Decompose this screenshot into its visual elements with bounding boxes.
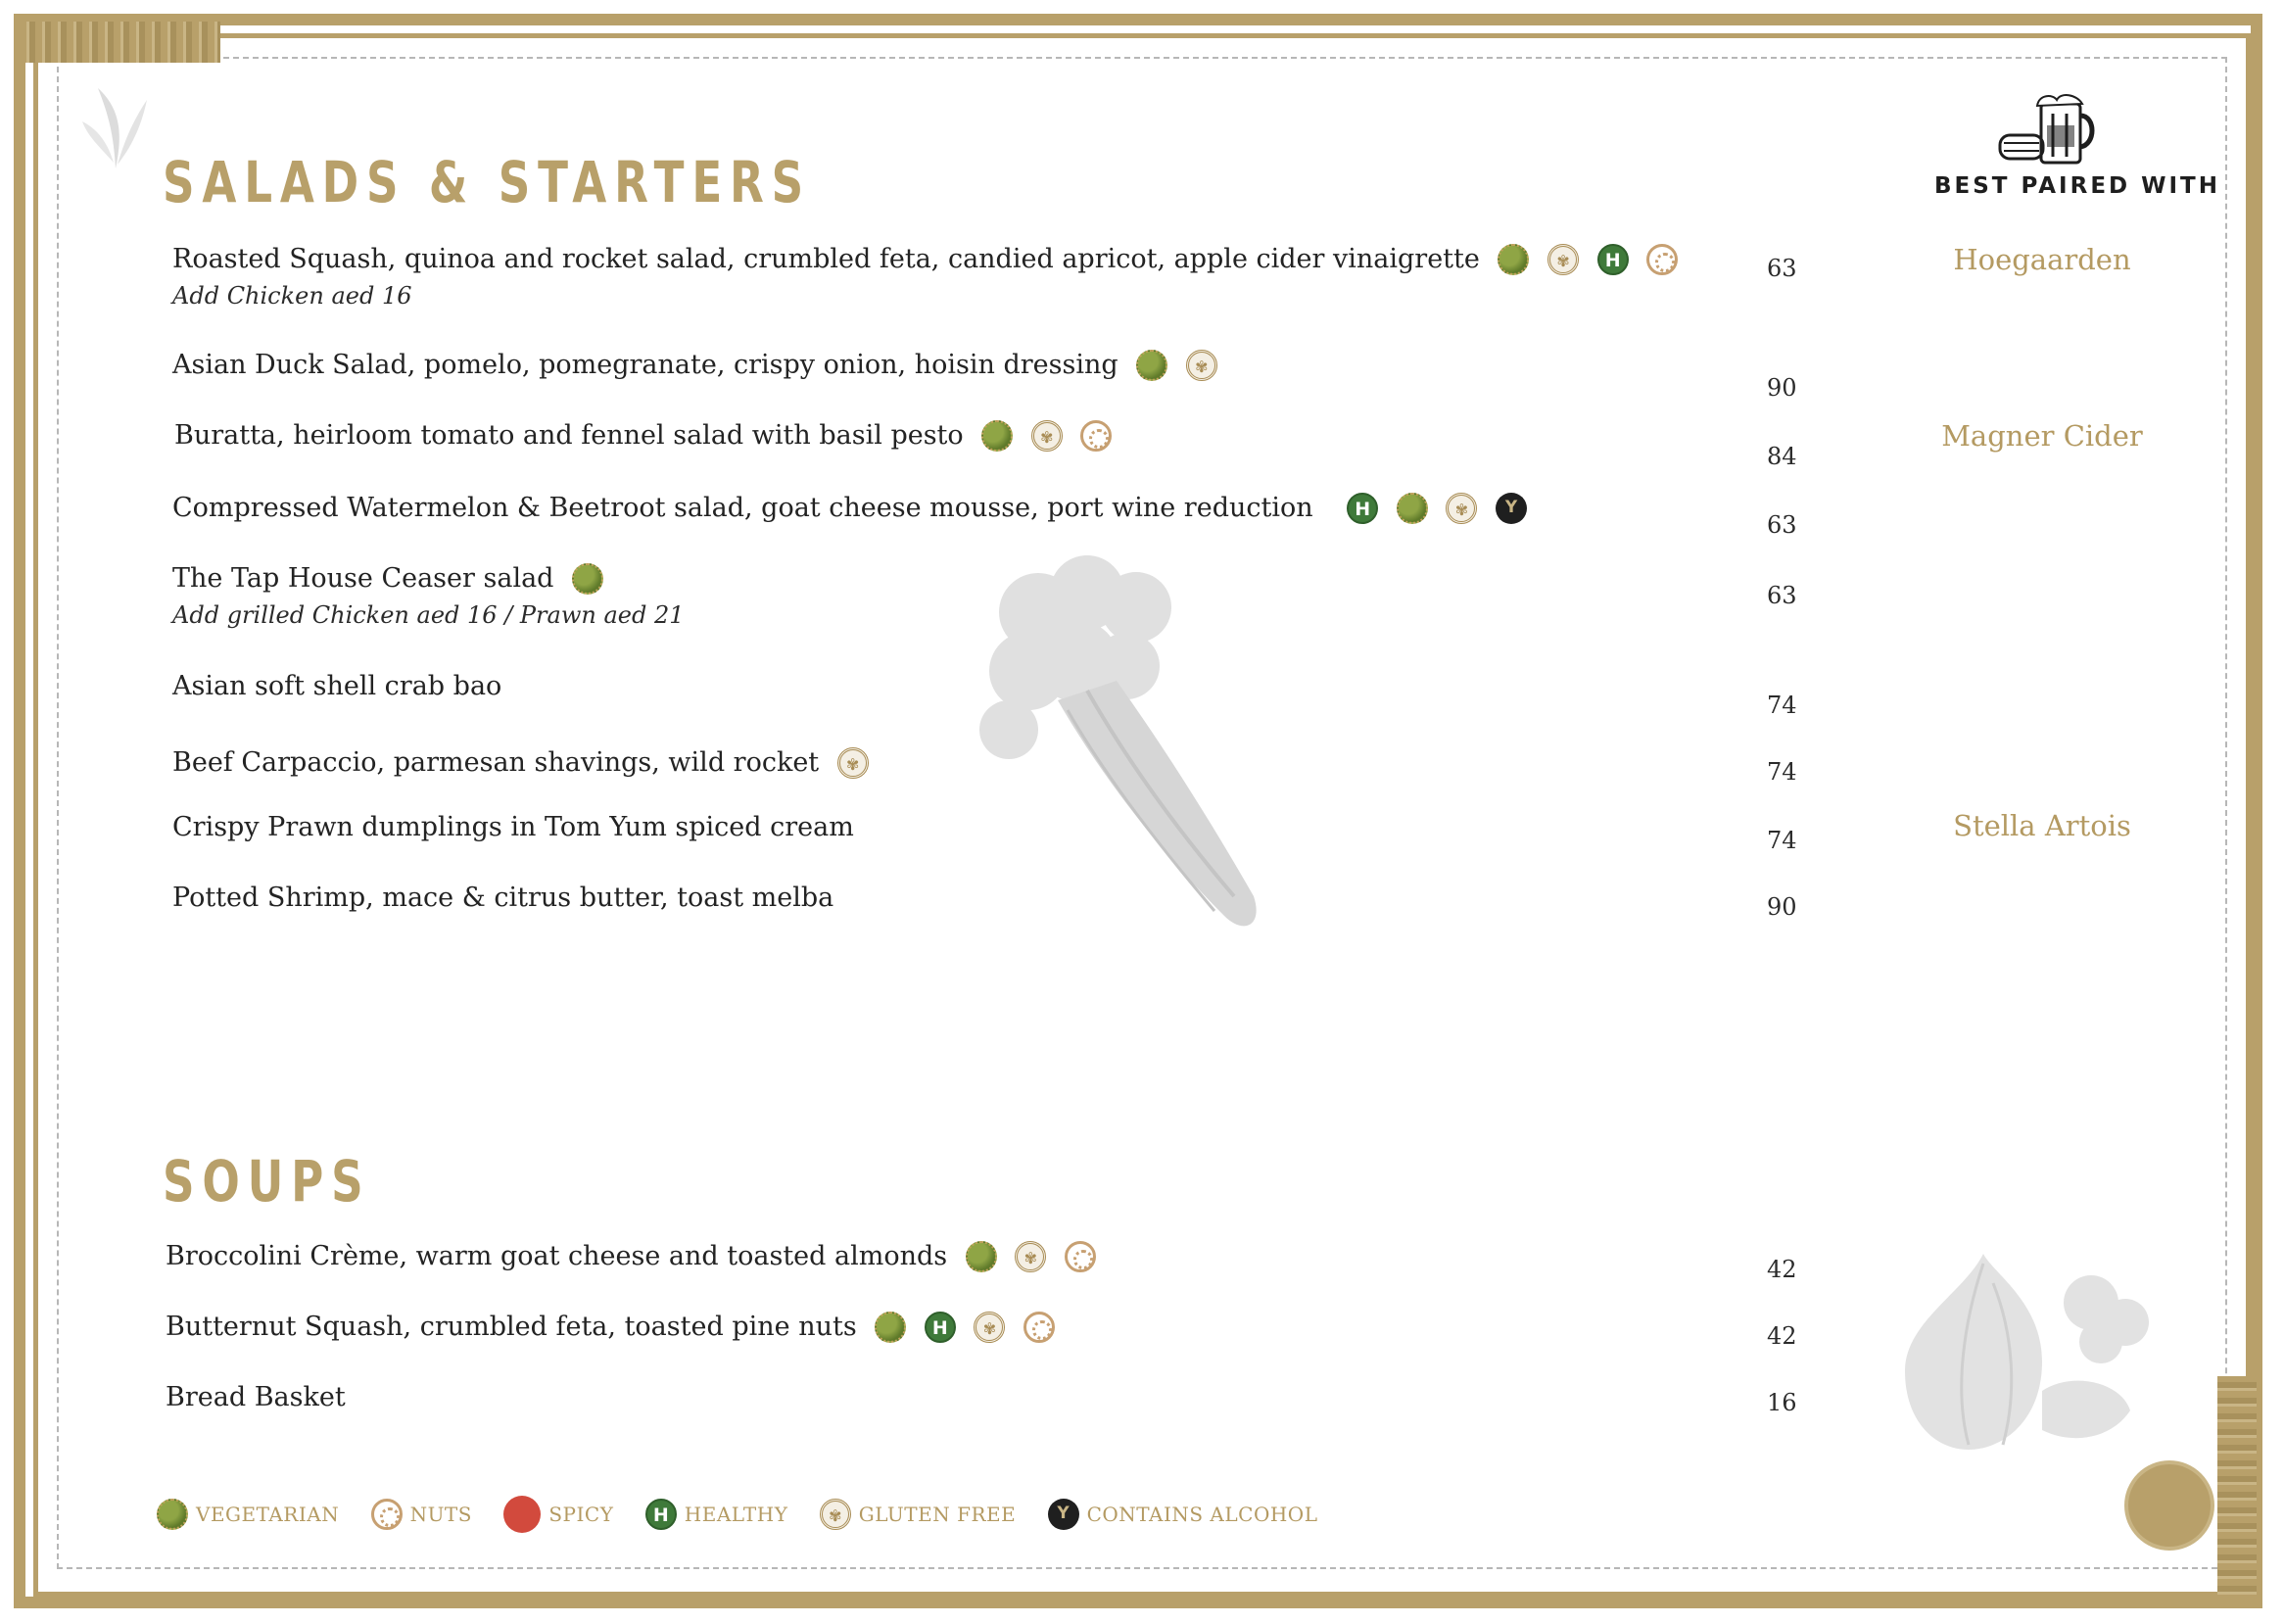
legend-item-contains-alcohol — [1048, 1499, 1318, 1530]
pairing-beer: Stella Artois — [1953, 809, 2131, 842]
menu-item-price: 74 — [1767, 827, 1797, 854]
section-title-soups: SOUPS — [163, 1148, 371, 1215]
dietary-icons — [572, 562, 613, 595]
menu-item — [166, 1240, 1106, 1272]
gluten-free-icon: ✾ — [1446, 493, 1477, 524]
vegetarian-icon — [1397, 493, 1428, 524]
nuts-icon — [1065, 1241, 1096, 1272]
vegetarian-icon — [572, 563, 603, 595]
wood-texture-decoration — [20, 22, 220, 63]
menu-item-price: 63 — [1767, 582, 1797, 609]
menu-item — [174, 419, 1121, 452]
dietary-legend — [157, 1496, 1343, 1535]
pairing-beer: Magner Cider — [1941, 419, 2143, 453]
legend-label: CONTAINS ALCOHOL — [1086, 1503, 1318, 1526]
alcohol-icon: Y — [1048, 1499, 1079, 1530]
legend-item-gluten-free — [820, 1499, 1016, 1530]
gluten-free-icon: ✾ — [1547, 244, 1579, 275]
legend-label: SPICY — [548, 1503, 614, 1526]
nuts-icon — [371, 1499, 403, 1530]
vegetarian-icon — [875, 1312, 906, 1343]
menu-item — [172, 670, 501, 701]
legend-label: HEALTHY — [684, 1503, 788, 1526]
menu-item-price: 63 — [1767, 511, 1797, 539]
gluten-free-icon: ✾ — [837, 747, 869, 779]
menu-item-addon: Add grilled Chicken aed 16 / Prawn aed 21 — [172, 601, 685, 629]
menu-item-name: Asian soft shell crab bao — [172, 671, 502, 701]
garlic-illustration — [1895, 1244, 2160, 1455]
healthy-icon: H — [925, 1312, 956, 1343]
legend-label: GLUTEN FREE — [858, 1503, 1017, 1526]
spicy-icon — [503, 1496, 541, 1533]
menu-item — [172, 349, 1227, 381]
menu-item-price: 42 — [1767, 1322, 1797, 1350]
menu-item-price: 63 — [1767, 255, 1797, 282]
dietary-icons — [981, 419, 1121, 452]
menu-item-name: Compressed Watermelon & Beetroot salad, goat cheese mousse, port wine reduction — [172, 493, 1313, 523]
menu-item-name: The Tap House Ceaser salad — [172, 563, 554, 594]
dietary-icons — [875, 1311, 1065, 1343]
nuts-icon — [1023, 1312, 1055, 1343]
legend-item-healthy — [645, 1499, 788, 1530]
section-title-salads: SALADS & STARTERS — [163, 149, 812, 215]
vegetarian-icon — [1136, 350, 1167, 381]
menu-item — [166, 1311, 1065, 1343]
vegetarian-icon — [981, 420, 1013, 452]
wood-texture-decoration — [2217, 1376, 2257, 1601]
menu-item — [172, 492, 1537, 524]
dietary-icons — [1498, 243, 1688, 275]
menu-item-price: 84 — [1767, 443, 1797, 470]
celery-illustration — [970, 553, 1293, 945]
menu-item-name: Asian Duck Salad, pomelo, pomegranate, crispy onion, hoisin dressing — [172, 350, 1118, 380]
legend-item-spicy — [503, 1496, 613, 1533]
menu-item-name: Potted Shrimp, mace & citrus butter, toast melba — [172, 883, 834, 913]
dietary-icons — [966, 1240, 1106, 1272]
gluten-free-icon: ✾ — [974, 1312, 1005, 1343]
menu-item — [172, 562, 613, 595]
healthy-icon: H — [1597, 244, 1629, 275]
gluten-free-icon: ✾ — [1186, 350, 1217, 381]
menu-item-addon: Add Chicken aed 16 — [172, 282, 412, 310]
legend-label: NUTS — [409, 1503, 472, 1526]
menu-item-price: 42 — [1767, 1256, 1797, 1283]
vegetarian-icon — [157, 1499, 188, 1530]
pairing-beer: Hoegaarden — [1953, 243, 2131, 276]
gluten-free-icon: ✾ — [1031, 420, 1063, 452]
menu-item-name: Broccolini Crème, warm goat cheese and toasted almonds — [166, 1241, 948, 1271]
menu-item-name: Buratta, heirloom tomato and fennel salad with basil pesto — [174, 420, 964, 451]
healthy-icon: H — [1347, 493, 1378, 524]
gluten-free-icon: ✾ — [1015, 1241, 1046, 1272]
menu-item-price: 90 — [1767, 374, 1797, 402]
vegetarian-icon — [966, 1241, 997, 1272]
nuts-icon — [1080, 420, 1112, 452]
menu-item-name: Beef Carpaccio, parmesan shavings, wild rocket — [172, 747, 820, 778]
healthy-icon: H — [645, 1499, 677, 1530]
menu-item — [172, 243, 1688, 275]
legend-item-nuts — [371, 1499, 472, 1530]
gluten-free-icon: ✾ — [820, 1499, 851, 1530]
menu-item-name: Crispy Prawn dumplings in Tom Yum spiced cream — [172, 812, 854, 842]
alcohol-icon: Y — [1496, 493, 1527, 524]
menu-item-name: Roasted Squash, quinoa and rocket salad, crumbled feta, candied apricot, apple cider vinaigrette — [172, 244, 1480, 274]
menu-item-name: Bread Basket — [166, 1382, 346, 1412]
gold-seal-decoration — [2128, 1464, 2211, 1547]
dietary-icons — [1136, 349, 1227, 381]
leaf-illustration — [80, 78, 151, 171]
menu-item — [166, 1381, 346, 1412]
best-paired-with-heading: BEST PAIRED WITH — [1934, 173, 2220, 199]
beer-mug-icon — [1998, 90, 2106, 168]
menu-item — [172, 882, 833, 913]
menu-item-price: 90 — [1767, 893, 1797, 921]
menu-item-name: Butternut Squash, crumbled feta, toasted pine nuts — [166, 1312, 857, 1342]
menu-item — [172, 811, 854, 842]
menu-item-price: 16 — [1767, 1389, 1797, 1416]
menu-item-price: 74 — [1767, 758, 1797, 786]
vegetarian-icon — [1498, 244, 1529, 275]
dietary-icons — [837, 746, 879, 779]
menu-item — [172, 746, 879, 779]
dietary-icons — [1347, 492, 1537, 524]
menu-item-price: 74 — [1767, 692, 1797, 719]
legend-item-vegetarian — [157, 1499, 339, 1530]
nuts-icon — [1646, 244, 1678, 275]
legend-label: VEGETARIAN — [196, 1503, 340, 1526]
